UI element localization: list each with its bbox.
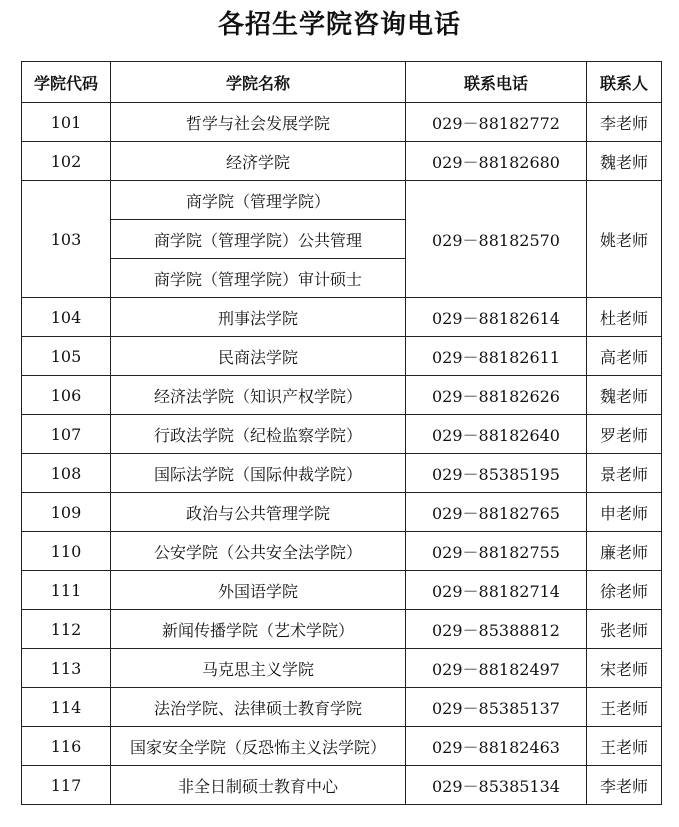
college-code: 109 <box>22 493 111 532</box>
phone-number: 029－85385134 <box>406 766 587 805</box>
college-code: 101 <box>22 103 111 142</box>
college-name: 法治学院、法律硕士教育学院 <box>111 688 406 727</box>
college-code: 106 <box>22 376 111 415</box>
table-row <box>22 454 662 493</box>
college-code: 117 <box>22 766 111 805</box>
college-code: 108 <box>22 454 111 493</box>
college-name: 商学院（管理学院）公共管理 <box>111 220 406 259</box>
phone-number: 029－85385195 <box>406 454 587 493</box>
college-code: 102 <box>22 142 111 181</box>
contact-person: 王老师 <box>587 688 662 727</box>
table-row <box>22 766 662 805</box>
contact-person: 廉老师 <box>587 532 662 571</box>
phone-number: 029－88182497 <box>406 649 587 688</box>
contact-person: 李老师 <box>587 103 662 142</box>
college-code: 112 <box>22 610 111 649</box>
contact-person: 罗老师 <box>587 415 662 454</box>
college-name: 国际法学院（国际仲裁学院） <box>111 454 406 493</box>
contact-table <box>21 61 662 805</box>
header-code: 学院代码 <box>22 62 111 103</box>
phone-number: 029－88182463 <box>406 727 587 766</box>
phone-number: 029－88182611 <box>406 337 587 376</box>
header-name: 学院名称 <box>111 62 406 103</box>
table-row <box>22 688 662 727</box>
college-code: 110 <box>22 532 111 571</box>
page-title: 各招生学院咨询电话 <box>217 10 461 40</box>
phone-number: 029－88182772 <box>406 103 587 142</box>
phone-number: 029－88182714 <box>406 571 587 610</box>
phone-number: 029－88182755 <box>406 532 587 571</box>
table-header-row <box>22 62 662 103</box>
college-code: 116 <box>22 727 111 766</box>
table-row <box>22 493 662 532</box>
contact-person: 徐老师 <box>587 571 662 610</box>
table-row <box>22 571 662 610</box>
college-code: 111 <box>22 571 111 610</box>
contact-person: 姚老师 <box>587 181 662 298</box>
phone-number: 029－85385137 <box>406 688 587 727</box>
college-name: 经济法学院（知识产权学院） <box>111 376 406 415</box>
contact-person: 景老师 <box>587 454 662 493</box>
table-row <box>22 337 662 376</box>
contact-person: 王老师 <box>587 727 662 766</box>
college-name: 行政法学院（纪检监察学院） <box>111 415 406 454</box>
table-row <box>22 532 662 571</box>
college-name: 非全日制硕士教育中心 <box>111 766 406 805</box>
header-phone: 联系电话 <box>406 62 587 103</box>
contact-person: 宋老师 <box>587 649 662 688</box>
table-row <box>22 727 662 766</box>
contact-person: 申老师 <box>587 493 662 532</box>
college-name: 公安学院（公共安全法学院） <box>111 532 406 571</box>
college-name: 商学院（管理学院）审计硕士 <box>111 259 406 298</box>
college-code: 113 <box>22 649 111 688</box>
college-code: 104 <box>22 298 111 337</box>
college-code: 105 <box>22 337 111 376</box>
phone-number: 029－88182626 <box>406 376 587 415</box>
college-name: 商学院（管理学院） <box>111 181 406 220</box>
phone-number: 029－88182570 <box>406 181 587 298</box>
college-name: 马克思主义学院 <box>111 649 406 688</box>
contact-person: 杜老师 <box>587 298 662 337</box>
college-code: 103 <box>22 181 111 298</box>
phone-number: 029－88182640 <box>406 415 587 454</box>
table-row <box>22 298 662 337</box>
table-row <box>22 610 662 649</box>
table-row <box>22 103 662 142</box>
college-code: 114 <box>22 688 111 727</box>
table-row <box>22 649 662 688</box>
college-name: 经济学院 <box>111 142 406 181</box>
college-name: 新闻传播学院（艺术学院） <box>111 610 406 649</box>
college-name: 哲学与社会发展学院 <box>111 103 406 142</box>
table-row <box>22 376 662 415</box>
table-row <box>22 181 662 220</box>
college-code: 107 <box>22 415 111 454</box>
college-name: 政治与公共管理学院 <box>111 493 406 532</box>
header-contact: 联系人 <box>587 62 662 103</box>
phone-number: 029－85388812 <box>406 610 587 649</box>
college-name: 民商法学院 <box>111 337 406 376</box>
contact-person: 高老师 <box>587 337 662 376</box>
phone-number: 029－88182765 <box>406 493 587 532</box>
college-name: 外国语学院 <box>111 571 406 610</box>
contact-person: 张老师 <box>587 610 662 649</box>
contact-person: 魏老师 <box>587 142 662 181</box>
contact-person: 魏老师 <box>587 376 662 415</box>
contact-person: 李老师 <box>587 766 662 805</box>
college-name: 国家安全学院（反恐怖主义法学院） <box>111 727 406 766</box>
college-name: 刑事法学院 <box>111 298 406 337</box>
phone-number: 029－88182614 <box>406 298 587 337</box>
table-row <box>22 142 662 181</box>
phone-number: 029－88182680 <box>406 142 587 181</box>
table-row <box>22 415 662 454</box>
